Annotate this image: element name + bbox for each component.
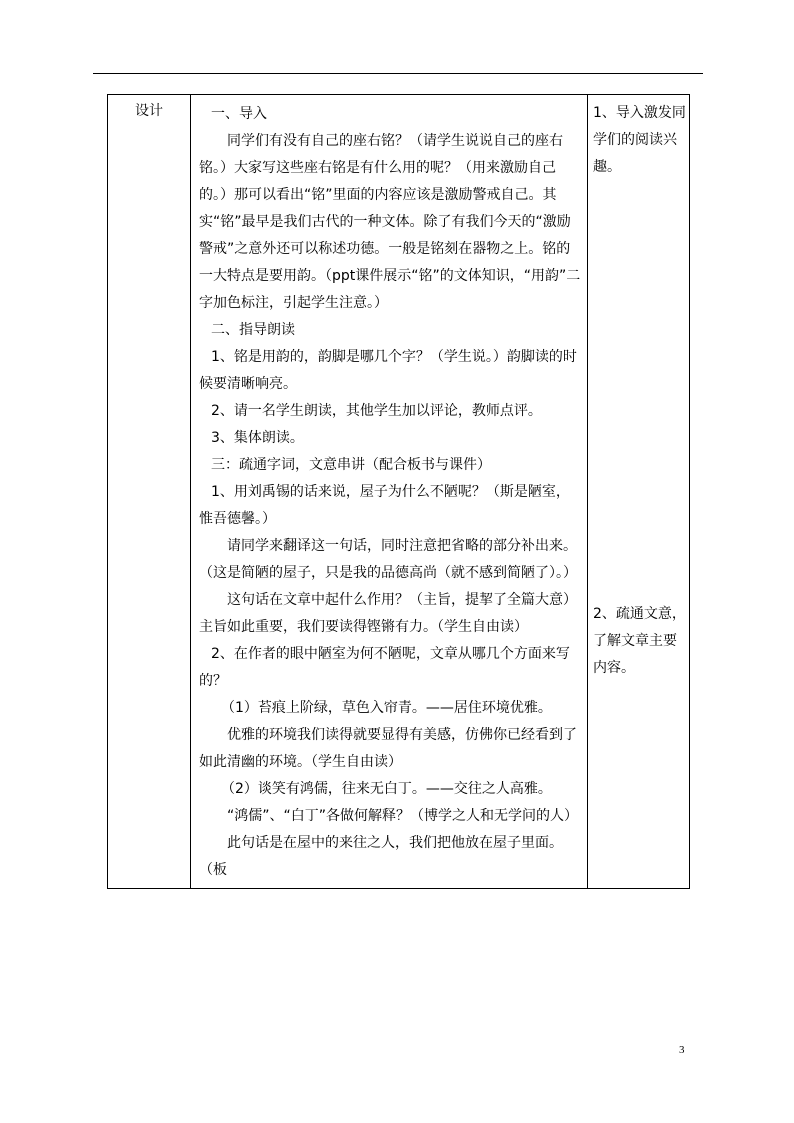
content-cell	[191, 95, 588, 889]
paragraph: 这句话在文章中起什么作用？（主旨，提挈了全篇大意）主旨如此重要，我们要读得铿锵有力。（学生自由读）	[199, 592, 577, 635]
note-intro: 1、导入激发同学们的阅读兴趣。	[593, 105, 686, 175]
section-label: 设计	[135, 103, 163, 119]
paragraph: “鸿儒”、“白丁”各做何解释？（博学之人和无学问的人）	[227, 808, 579, 824]
paragraph: 二、指导朗读	[211, 322, 295, 338]
paragraph: 此句话是在屋中的来往之人，我们把他放在屋子里面。（板	[199, 835, 563, 878]
paragraph: 一、导入	[211, 106, 267, 122]
paragraph: （1）苔痕上阶绿，草色入帘青。——居住环境优雅。	[221, 700, 552, 716]
design-row	[108, 95, 690, 889]
header-rule	[93, 73, 703, 74]
note-meaning: 2、疏通文意，了解文章主要内容。	[593, 606, 686, 676]
paragraph: 优雅的环境我们读得就要显得有美感，仿佛你已经看到了如此清幽的环境。（学生自由读）	[199, 727, 577, 770]
paragraph: 3、集体朗读。	[211, 430, 304, 446]
page-number: 3	[679, 1044, 685, 1056]
paragraph: 2、请一名学生朗读，其他学生加以评论，教师点评。	[211, 403, 542, 419]
paragraph: 同学们有没有自己的座右铭？（请学生说说自己的座右铭。）大家写这些座右铭是有什么用的呢？（用来激励自己的。）那可以看出“铭”里面的内容应该是激励警戒自己。其实“铭”最早是我们古代的一种文体。除了有我们今天的“激励警戒”之意外还可以称述功德。一般是铭刻在器物之上。铭的一大特点是要用韵。（ppt课件展示“铭”的文体知识，“用韵”二字加色标注，引起学生注意。）	[199, 133, 581, 311]
paragraph: （2）谈笑有鸿儒，往来无白丁。——交往之人高雅。	[221, 781, 552, 797]
paragraph: 2、在作者的眼中陋室为何不陋呢，文章从哪几个方面来写的？	[199, 646, 570, 689]
notes-body	[588, 95, 689, 682]
content-body	[191, 95, 587, 888]
lesson-table	[107, 94, 690, 889]
paragraph: 请同学来翻译这一句话，同时注意把省略的部分补出来。（这是简陋的屋子，只是我的品德高尚（就不感到简陋了）。）	[199, 538, 577, 581]
paragraph: 1、用刘禹锡的话来说，屋子为什么不陋呢？（斯是陋室，惟吾德馨。）	[199, 484, 570, 527]
notes-cell	[588, 95, 690, 889]
label-cell	[108, 95, 191, 889]
paragraph: 三：疏通字词，文意串讲（配合板书与课件）	[211, 457, 491, 473]
paragraph: 1、铭是用韵的，韵脚是哪几个字？（学生说。）韵脚读的时候要清晰响亮。	[199, 349, 577, 392]
